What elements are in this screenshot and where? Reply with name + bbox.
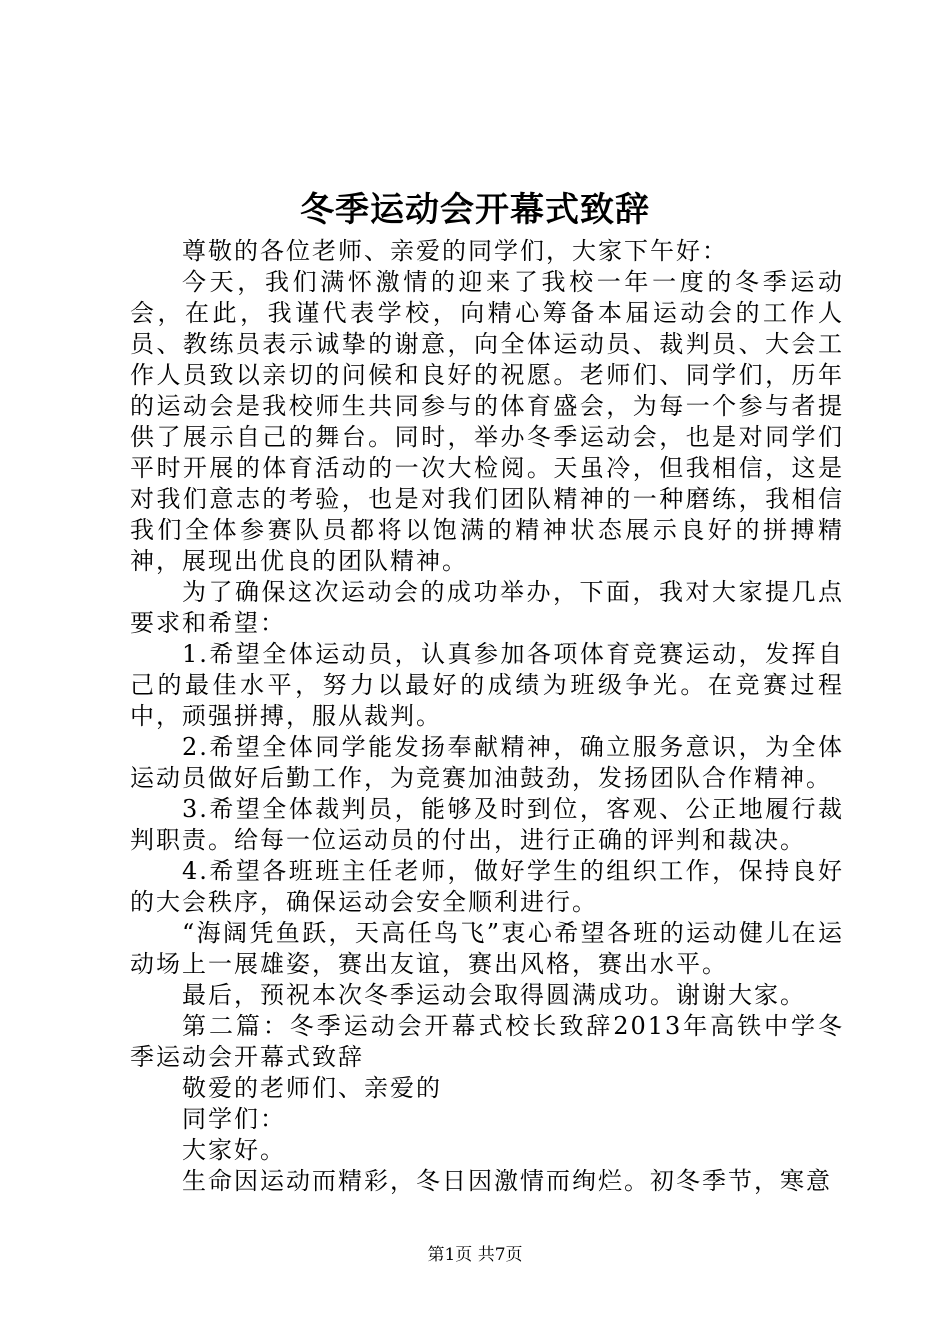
paragraph-second-greeting-2: 同学们： xyxy=(182,1105,286,1133)
document-title: 冬季运动会开幕式致辞 xyxy=(300,190,650,230)
paragraph-item-1: 1.希望全体运动员，认真参加各项体育竞赛运动，发挥自己的最佳水平，努力以最好的成绩为班级争光。在竞赛过程中，顽强拼搏，服从裁判。 xyxy=(130,640,844,730)
paragraph-item-2: 2.希望全体同学能发扬奉献精神，确立服务意识，为全体运动员做好后勤工作，为竞赛加油鼓劲，发扬团队合作精神。 xyxy=(130,733,844,792)
paragraph-requirements-intro: 为了确保这次运动会的成功举办，下面，我对大家提几点要求和希望： xyxy=(130,578,844,637)
paragraph-second-title: 第二篇：冬季运动会开幕式校长致辞2013年高铁中学冬季运动会开幕式致辞 xyxy=(130,1012,844,1071)
paragraph-quote: “海阔凭鱼跃，天高任鸟飞”衷心希望各班的运动健儿在运动场上一展雄姿，赛出友谊，赛出风格，赛出水平。 xyxy=(130,919,844,978)
paragraph-closing: 最后，预祝本次冬季运动会取得圆满成功。谢谢大家。 xyxy=(182,981,806,1009)
paragraph-greeting: 尊敬的各位老师、亲爱的同学们，大家下午好： xyxy=(182,237,728,265)
page-footer: 第1页 共7页 xyxy=(427,1245,523,1265)
document-body xyxy=(130,236,844,1197)
paragraph-item-4: 4.希望各班班主任老师，做好学生的组织工作，保持良好的大会秩序，确保运动会安全顺利进行。 xyxy=(130,857,844,916)
paragraph-second-body: 生命因运动而精彩，冬日因激情而绚烂。初冬季节，寒意 xyxy=(182,1167,832,1195)
paragraph-second-greeting-3: 大家好。 xyxy=(182,1136,286,1164)
paragraph-opening: 今天，我们满怀激情的迎来了我校一年一度的冬季运动会，在此，我谨代表学校，向精心筹备本届运动会的工作人员、教练员表示诚挚的谢意，向全体运动员、裁判员、大会工作人员致以亲切的问候和良好的祝愿。老师们、同学们，历年的运动会是我校师生共同参与的体育盛会，为每一个参与者提供了展示自己的舞台。同时，举办冬季运动会，也是对同学们平时开展的体育活动的一次大检阅。天虽冷，但我相信，这是对我们意志的考验，也是对我们团队精神的一种磨练，我相信我们全体参赛队员都将以饱满的精神状态展示良好的拼搏精神，展现出优良的团队精神。 xyxy=(130,268,844,575)
paragraph-second-greeting-1: 敬爱的老师们、亲爱的 xyxy=(182,1074,442,1102)
paragraph-item-3: 3.希望全体裁判员，能够及时到位，客观、公正地履行裁判职责。给每一位运动员的付出，进行正确的评判和裁决。 xyxy=(130,795,844,854)
